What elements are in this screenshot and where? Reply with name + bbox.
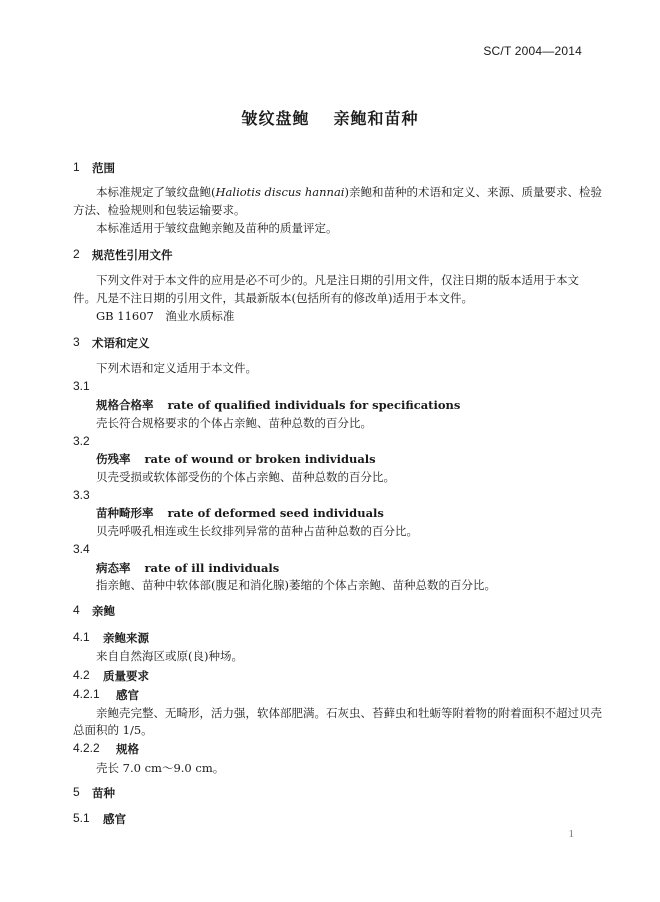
normative-reference: GB 11607 渔业水质标准 bbox=[96, 309, 235, 323]
term-3-4 bbox=[96, 560, 279, 576]
section-2-paragraph-line-1: 下列文件对于本文件的应用是必不可少的。凡是注日期的引用文件，仅注日期的版本适用于本文 bbox=[96, 273, 579, 287]
term-3-3 bbox=[96, 505, 384, 521]
section-5-1-number: 5.1 bbox=[73, 811, 90, 825]
section-4-2-title: 质量要求 bbox=[103, 669, 149, 683]
term-3-2-number: 3.2 bbox=[73, 434, 90, 448]
section-4-2-1-title: 感官 bbox=[116, 688, 139, 702]
section-3-number: 3 bbox=[73, 335, 80, 349]
term-3-2-en: rate of wound or broken individuals bbox=[144, 452, 376, 466]
section-3-intro: 下列术语和定义适用于本文件。 bbox=[96, 361, 257, 375]
section-4-2-2-text: 壳长 7.0 cm～9.0 cm。 bbox=[96, 761, 225, 775]
section-4-title: 亲鲍 bbox=[92, 604, 115, 618]
section-5-1-title: 感官 bbox=[103, 812, 126, 826]
section-4-1-number: 4.1 bbox=[73, 630, 90, 644]
section-4-number: 4 bbox=[73, 603, 80, 617]
term-3-2-definition: 贝壳受损或软体部受伤的个体占亲鲍、苗种总数的百分比。 bbox=[96, 470, 395, 484]
page-number: 1 bbox=[568, 828, 574, 840]
term-3-1-number: 3.1 bbox=[73, 379, 90, 393]
section-2-title: 规范性引用文件 bbox=[92, 248, 173, 262]
term-3-3-en: rate of deformed seed individuals bbox=[167, 506, 384, 520]
section-1-paragraph-1-line-2: 方法、检验规则和包装运输要求。 bbox=[73, 203, 246, 217]
term-3-2-cn: 伤残率 bbox=[96, 452, 131, 466]
section-4-2-1-number: 4.2.1 bbox=[73, 687, 100, 701]
section-4-2-number: 4.2 bbox=[73, 668, 90, 682]
term-3-1-definition: 壳长符合规格要求的个体占亲鲍、苗种总数的百分比。 bbox=[96, 416, 372, 430]
section-5-title: 苗种 bbox=[92, 786, 115, 800]
scope-text-b: )亲鲍和苗种的术语和定义、来源、质量要求、检验 bbox=[344, 185, 602, 199]
section-2-paragraph-line-2: 件。凡是不注日期的引用文件，其最新版本(包括所有的修改单)适用于本文件。 bbox=[73, 291, 473, 305]
document-title bbox=[0, 106, 660, 129]
section-4-2-2-number: 4.2.2 bbox=[73, 741, 100, 755]
term-3-1-en: rate of qualified individuals for specifications bbox=[167, 398, 461, 412]
term-3-4-definition: 指亲鲍、苗种中软体部(腹足和消化腺)萎缩的个体占亲鲍、苗种总数的百分比。 bbox=[96, 578, 496, 592]
section-1-paragraph-1-line-1 bbox=[96, 184, 602, 200]
title-part-1: 皱纹盘鲍 bbox=[241, 109, 310, 128]
title-part-2: 亲鲍和苗种 bbox=[333, 109, 419, 128]
term-3-4-en: rate of ill individuals bbox=[144, 561, 280, 575]
section-4-2-1-text-line-2: 总面积的 1/5。 bbox=[73, 723, 153, 737]
term-3-3-cn: 苗种畸形率 bbox=[96, 506, 154, 520]
section-4-1-title: 亲鲍来源 bbox=[103, 631, 149, 645]
term-3-3-number: 3.3 bbox=[73, 488, 90, 502]
scope-text-a: 本标准规定了皱纹盘鲍( bbox=[96, 185, 216, 199]
term-3-4-number: 3.4 bbox=[73, 542, 90, 556]
section-1-paragraph-2: 本标准适用于皱纹盘鲍亲鲍及苗种的质量评定。 bbox=[96, 221, 338, 235]
section-4-2-1-text-line-1: 亲鲍壳完整、无畸形，活力强，软体部肥满。石灰虫、苔藓虫和牡蛎等附着物的附着面积不超过贝壳 bbox=[96, 706, 602, 720]
section-2-number: 2 bbox=[73, 247, 80, 261]
standard-number: SC/T 2004—2014 bbox=[483, 44, 582, 58]
section-1-title: 范围 bbox=[92, 161, 115, 175]
section-4-2-2-title: 规格 bbox=[116, 742, 139, 756]
term-3-1-cn: 规格合格率 bbox=[96, 398, 154, 412]
term-3-3-definition: 贝壳呼吸孔相连或生长纹排列异常的苗种占苗种总数的百分比。 bbox=[96, 524, 418, 538]
section-1-number: 1 bbox=[73, 160, 80, 174]
section-4-1-text: 来自自然海区或原(良)种场。 bbox=[96, 649, 243, 663]
term-3-2 bbox=[96, 451, 376, 467]
section-5-number: 5 bbox=[73, 785, 80, 799]
section-3-title: 术语和定义 bbox=[92, 336, 150, 350]
term-3-4-cn: 病态率 bbox=[96, 561, 131, 575]
term-3-1 bbox=[96, 397, 460, 413]
latin-species-name: Haliotis discus hannai bbox=[215, 185, 345, 199]
